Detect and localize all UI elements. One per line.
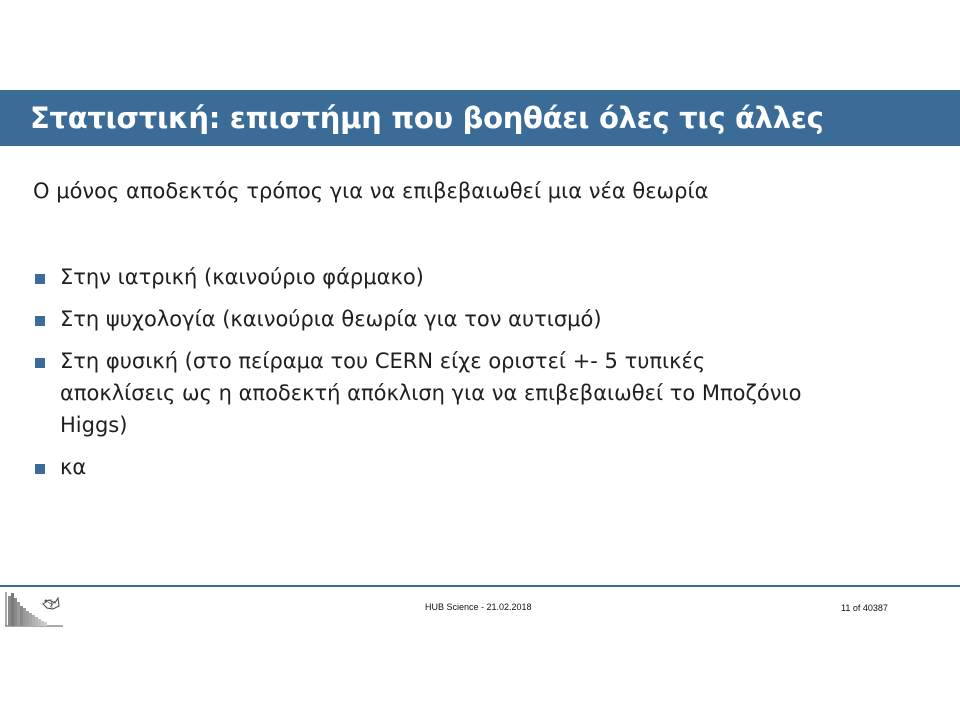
intro-text: Ο μόνος αποδεκτός τρόπος για να επιβεβαιωθεί μια νέα θεωρία	[33, 179, 709, 203]
square-bullet-icon	[35, 316, 45, 326]
bullet-item	[33, 303, 913, 335]
square-bullet-icon	[35, 358, 45, 368]
bullet-text: Στη φυσική (στο πείραμα του CERN είχε οριστεί +- 5 τυπικές αποκλίσεις ως η αποδεκτή απόκλιση για να επιβεβαιωθεί το Μποζόνιο Higgs)	[60, 349, 802, 437]
page-counter: 11 of 40387	[841, 603, 888, 613]
footer-divider	[0, 585, 960, 587]
bullet-list	[33, 261, 913, 493]
slide-title: Στατιστική: επιστήμη που βοηθάει όλες τις άλλες	[30, 101, 824, 135]
footer-event-date: HUB Science - 21.02.2018	[425, 602, 532, 612]
square-bullet-icon	[35, 274, 45, 284]
bullet-item	[33, 345, 913, 441]
bullet-item	[33, 451, 913, 483]
bullet-text: Στη ψυχολογία (καινούρια θεωρία για τον αυτισμό)	[60, 307, 602, 331]
bullet-item	[33, 261, 913, 293]
square-bullet-icon	[35, 464, 45, 474]
bullet-text: Στην ιατρική (καινούριο φάρμακο)	[60, 265, 424, 289]
histogram-logo-icon	[3, 590, 65, 628]
bullet-text: κα	[60, 455, 87, 479]
title-bar	[0, 90, 960, 146]
